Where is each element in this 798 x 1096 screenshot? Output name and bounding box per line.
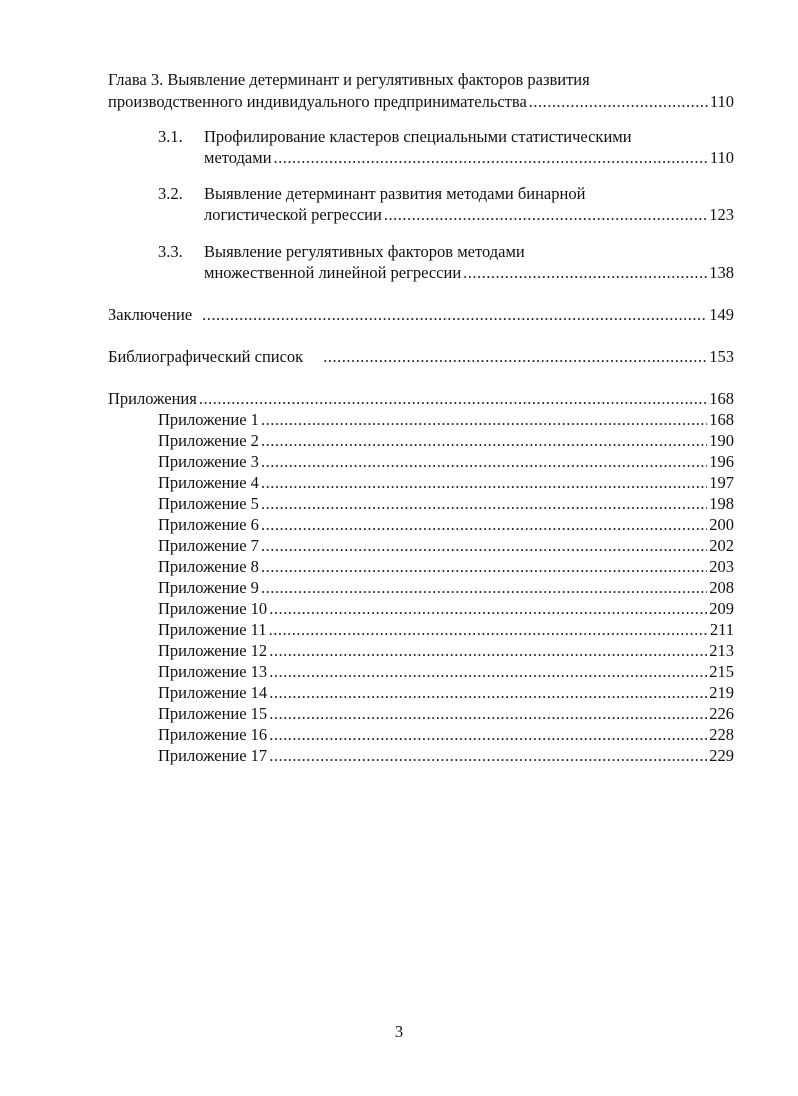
appendix-label: Приложение 16 <box>158 725 268 744</box>
appendix-label: Приложение 3 <box>158 452 259 471</box>
leader-dots <box>261 536 707 556</box>
section-title-line-2 <box>204 263 734 283</box>
leader-dots <box>269 641 707 661</box>
appendix-item <box>158 578 734 598</box>
appendix-item <box>158 704 734 724</box>
chapter-3-title-text: производственного индивидуального предпринимательства <box>108 92 527 111</box>
appendix-page: 211 <box>709 620 734 639</box>
appendix-item <box>158 746 734 766</box>
section-page: 123 <box>709 205 734 224</box>
leader-dots <box>269 620 708 640</box>
leader-dots <box>269 704 707 724</box>
toc-conclusion <box>108 305 734 325</box>
appendix-label: Приложение 5 <box>158 494 259 513</box>
appendices-page: 168 <box>709 389 734 408</box>
leader-dots <box>323 347 707 367</box>
appendix-item <box>158 536 734 556</box>
section-title-line-1: Профилирование кластеров специальными статистическими <box>204 127 632 146</box>
appendix-page: 200 <box>709 515 734 534</box>
appendix-page: 168 <box>709 410 734 429</box>
chapter-3-title-line-2 <box>108 92 734 112</box>
appendix-label: Приложение 2 <box>158 431 259 450</box>
appendix-page: 208 <box>709 578 734 597</box>
appendix-item <box>158 431 734 451</box>
section-page: 110 <box>709 148 734 167</box>
leader-dots <box>529 92 708 112</box>
appendix-label: Приложение 15 <box>158 704 268 723</box>
appendix-page: 190 <box>709 431 734 450</box>
appendix-label: Приложение 4 <box>158 473 259 492</box>
section-number: 3.2. <box>158 184 183 203</box>
leader-dots <box>261 410 707 430</box>
appendix-item <box>158 641 734 661</box>
toc-bibliography <box>108 347 734 367</box>
appendix-label: Приложение 7 <box>158 536 259 555</box>
leader-dots <box>269 683 707 703</box>
bibliography-label: Библиографический список <box>108 347 304 366</box>
section-title-text: методами <box>204 148 272 167</box>
section-title-line-1: Выявление регулятивных факторов методами <box>204 242 525 261</box>
appendix-item <box>158 725 734 745</box>
appendix-page: 229 <box>709 746 734 765</box>
leader-dots <box>261 494 707 514</box>
appendix-item <box>158 515 734 535</box>
appendix-item <box>158 452 734 472</box>
appendix-page: 226 <box>709 704 734 723</box>
leader-dots <box>269 725 707 745</box>
appendix-label: Приложение 17 <box>158 746 268 765</box>
appendix-page: 213 <box>709 641 734 660</box>
leader-dots <box>261 515 707 535</box>
appendix-page: 203 <box>709 557 734 576</box>
leader-dots <box>199 389 709 409</box>
section-title-line-2 <box>204 148 734 168</box>
leader-dots <box>274 148 708 168</box>
leader-dots <box>269 746 707 766</box>
appendix-page: 228 <box>709 725 734 744</box>
appendix-label: Приложение 1 <box>158 410 259 429</box>
appendix-item <box>158 494 734 514</box>
section-title-line-1: Выявление детерминант развития методами бинарной <box>204 184 586 203</box>
leader-dots <box>261 431 707 451</box>
section-title-text: множественной линейной регрессии <box>204 263 462 282</box>
appendix-item <box>158 599 734 619</box>
leader-dots <box>261 578 707 598</box>
appendix-label: Приложение 9 <box>158 578 259 597</box>
leader-dots <box>261 473 707 493</box>
appendix-page: 197 <box>709 473 734 492</box>
bibliography-page: 153 <box>709 347 734 366</box>
appendix-item <box>158 557 734 577</box>
leader-dots <box>384 205 707 225</box>
leader-dots <box>202 305 707 325</box>
appendix-label: Приложение 13 <box>158 662 268 681</box>
leader-dots <box>261 452 707 472</box>
leader-dots <box>269 599 707 619</box>
chapter-3-title-line-1: Глава 3. Выявление детерминант и регулятивных факторов развития <box>108 70 590 89</box>
chapter-3-page: 110 <box>709 92 734 111</box>
appendices-label: Приложения <box>108 389 197 408</box>
section-number: 3.3. <box>158 242 183 261</box>
section-title-line-2 <box>204 205 734 225</box>
appendix-item <box>158 410 734 430</box>
appendix-item <box>158 683 734 703</box>
section-page: 138 <box>709 263 734 282</box>
appendix-page: 215 <box>709 662 734 681</box>
appendix-page: 209 <box>709 599 734 618</box>
page-number: 3 <box>394 1022 404 1041</box>
appendix-item <box>158 662 734 682</box>
appendix-label: Приложение 14 <box>158 683 268 702</box>
leader-dots <box>269 662 707 682</box>
leader-dots <box>463 263 707 283</box>
appendix-label: Приложение 12 <box>158 641 268 660</box>
appendix-page: 198 <box>709 494 734 513</box>
appendix-label: Приложение 10 <box>158 599 268 618</box>
section-number: 3.1. <box>158 127 183 146</box>
appendix-page: 196 <box>709 452 734 471</box>
section-title-text: логистической регрессии <box>204 205 382 224</box>
appendix-label: Приложение 6 <box>158 515 259 534</box>
leader-dots <box>261 557 707 577</box>
appendix-item <box>158 620 734 640</box>
appendix-page: 219 <box>709 683 734 702</box>
appendix-item <box>158 473 734 493</box>
conclusion-page: 149 <box>709 305 734 324</box>
appendix-label: Приложение 8 <box>158 557 259 576</box>
toc-appendices <box>108 389 734 409</box>
appendix-label: Приложение 11 <box>158 620 267 639</box>
conclusion-label: Заключение <box>108 305 193 324</box>
appendix-page: 202 <box>709 536 734 555</box>
